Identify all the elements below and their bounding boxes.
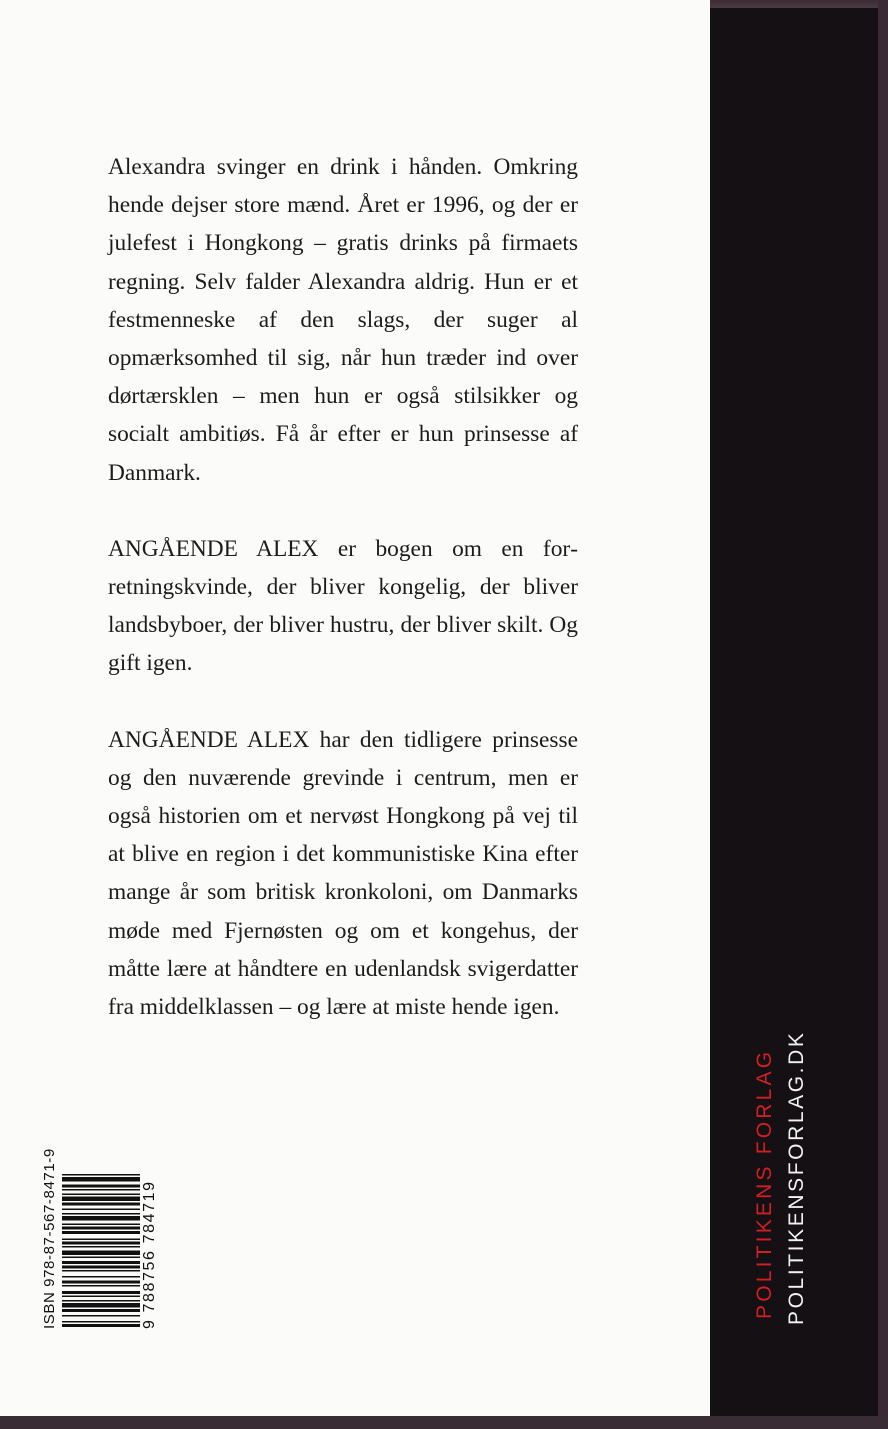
blurb-text — [108, 148, 578, 1026]
publisher-imprint — [752, 995, 812, 1325]
ean-digits: 9 788756 784719 — [141, 1180, 158, 1329]
isbn-barcode — [40, 1127, 160, 1329]
blurb-paragraph-1: Alexandra svinger en drink i hånden. Omkring hende dejser store mænd. Året er 1996, og der er julefest i Hongkong – gratis drinks på firmaets regning. Selv falder Alexandra aldrig. Hun er et festmenneske af den slags, der suger al opmærksomhed til sig, når hun træder ind over dørtærsklen – men hun er også stilsikker og socialt ambitiøs. Få år efter er hun prinsesse af Danmark. — [108, 154, 578, 486]
cover-right-edge — [878, 0, 888, 1429]
blurb-paragraph-2: ANGÅENDE ALEX er bogen om en forretningskvinde, der bliver kongelig, der bliver landsbyboer, der bliver hustru, der bliver skilt. Og gift igen. — [108, 535, 578, 677]
publisher-url: POLITIKENSFORLAG.DK — [785, 1030, 808, 1325]
cover-bottom-edge — [0, 1416, 888, 1429]
publisher-name: POLITIKENS FORLAG — [753, 1048, 776, 1319]
barcode-bars — [62, 1127, 140, 1329]
isbn-label: ISBN 978-87-567-8471-9 — [41, 1148, 58, 1329]
blurb-paragraph-3: ANGÅENDE ALEX har den tidligere prinsesse og den nuværende grevinde i centrum, men er også historien om et nervøst Hongkong på vej til at blive en region i det kommunistiske Kina efter mange år som britisk kronkoloni, om Danmarks møde med Fjernøsten og om et kongehus, der måtte lære at håndtere en udenlandsk svigerdatter fra middelklassen – og lære at miste hende igen. — [108, 726, 578, 1021]
